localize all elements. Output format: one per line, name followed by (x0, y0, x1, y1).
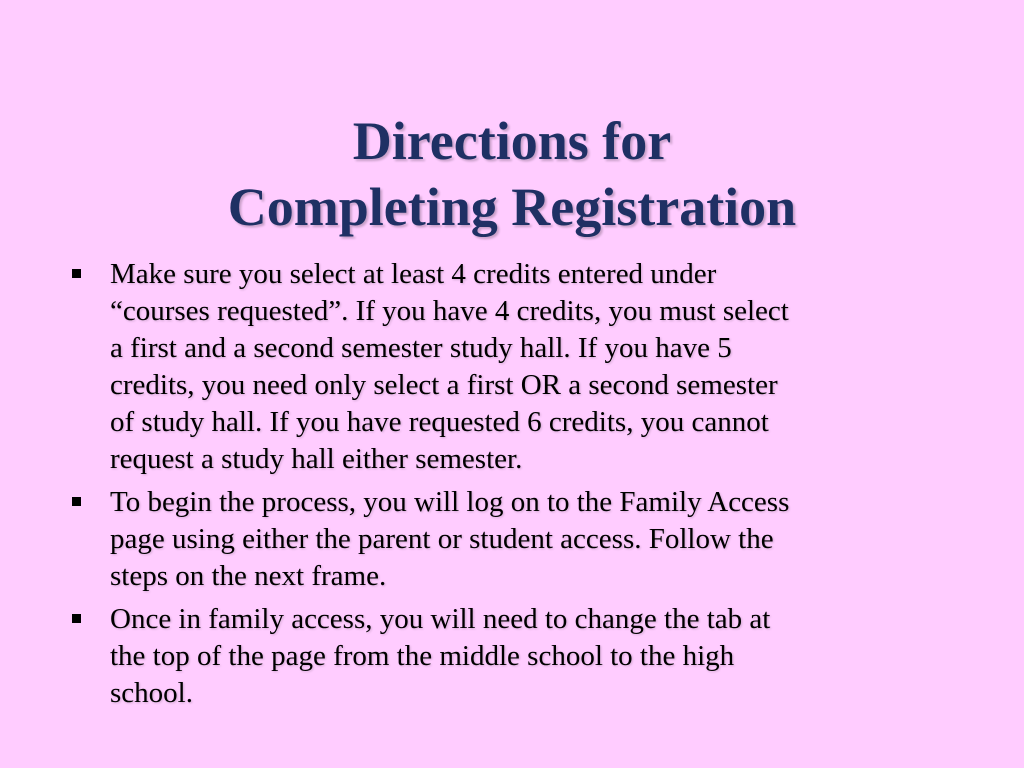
square-bullet-icon (72, 614, 81, 623)
bullet-line: the top of the page from the middle school to the high (110, 640, 735, 672)
bullet-line: credits, you need only select a first OR a second semester (110, 369, 778, 401)
bullet-line: To begin the process, you will log on to the Family Access (110, 486, 790, 518)
bullet-item (72, 256, 932, 478)
bullet-line: of study hall. If you have requested 6 credits, you cannot (110, 406, 769, 438)
title-line-2: Completing Registration (227, 177, 797, 238)
title-line-1: Directions for (352, 111, 672, 172)
square-bullet-icon (72, 269, 81, 278)
bullet-line: “courses requested”. If you have 4 credits, you must select (110, 295, 789, 327)
bullet-line: a first and a second semester study hall. If you have 5 (110, 332, 732, 364)
bullet-line: request a study hall either semester. (110, 443, 523, 475)
square-bullet-icon (72, 497, 81, 506)
slide-title (0, 108, 1024, 240)
bullet-item (72, 484, 932, 595)
bullet-list (72, 256, 932, 718)
bullet-line: page using either the parent or student access. Follow the (110, 523, 774, 555)
bullet-line: Once in family access, you will need to change the tab at (110, 603, 771, 635)
bullet-item (72, 601, 932, 712)
bullet-line: steps on the next frame. (110, 560, 387, 592)
bullet-line: school. (110, 677, 193, 709)
bullet-line: Make sure you select at least 4 credits entered under (110, 258, 717, 290)
